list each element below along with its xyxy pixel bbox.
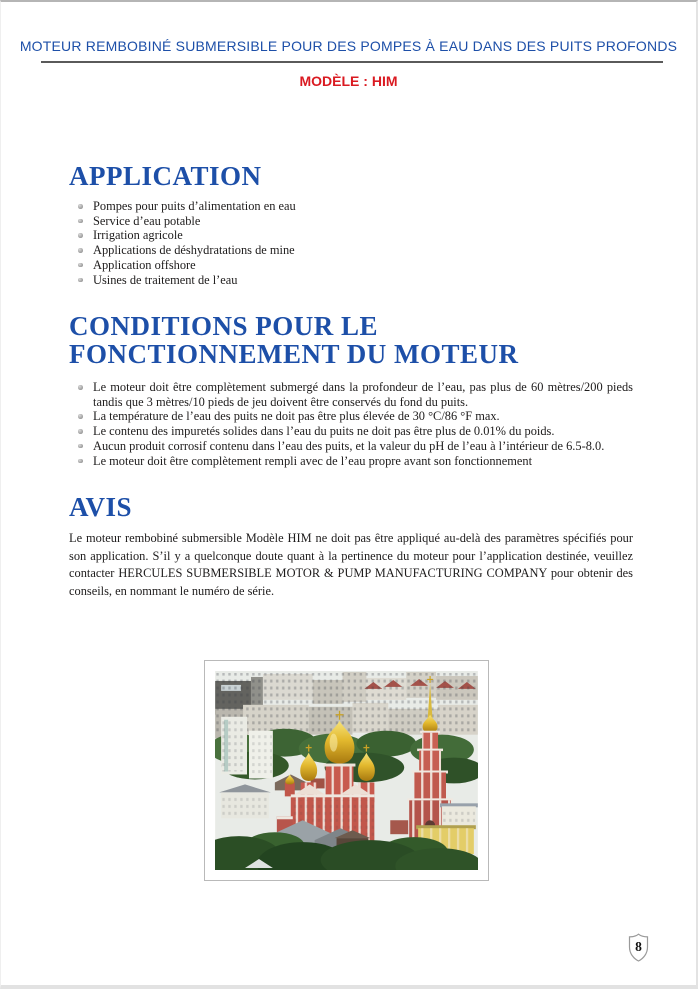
- list-item: Pompes pour puits d’alimentation en eau: [69, 199, 633, 214]
- document-header-title: MOTEUR REMBOBINÉ SUBMERSIBLE POUR DES POMPES À EAU DANS DES PUITS PROFONDS: [19, 38, 678, 54]
- list-item: Le moteur doit être complètement rempli avec de l’eau propre avant son fonctionnement: [69, 454, 633, 469]
- model-label: MODÈLE : HIM: [299, 73, 398, 89]
- list-item: Application offshore: [69, 258, 633, 273]
- list-item: Applications de déshydratations de mine: [69, 243, 633, 258]
- list-item: Irrigation agricole: [69, 228, 633, 243]
- list-item: Le moteur doit être complètement submergé dans la profondeur de l’eau, pas plus de 60 mètres/200 pieds tandis que 3 mètres/10 pieds de jeu doivent être conservés du fond du puits.: [69, 380, 633, 409]
- conditions-list: [69, 380, 633, 468]
- header-divider: [41, 61, 663, 63]
- application-heading: APPLICATION: [69, 161, 262, 191]
- avis-paragraph: Le moteur rembobiné submersible Modèle HIM ne doit pas être appliqué au-delà des paramètres spécifiés pour son application. S’il y a quelconque doute quant à la pertinence du moteur pour l’application destinée, veuillez contacter HERCULES SUBMERSIBLE MOTOR & PUMP MANUFACTURING COMPANY pour obtenir des conseils, en nommant le numéro de série.: [69, 531, 633, 598]
- list-item: La température de l’eau des puits ne doit pas être plus élevée de 30 °C/86 °F max.: [69, 409, 633, 424]
- list-item: Service d’eau potable: [69, 214, 633, 229]
- application-list: [69, 199, 633, 287]
- conditions-heading: CONDITIONS POUR LE FONCTIONNEMENT DU MOTEUR: [69, 311, 519, 369]
- list-item: Le contenu des impuretés solides dans l’eau du puits ne doit pas être plus de 0.01% du poids.: [69, 424, 633, 439]
- city-buildings: [215, 672, 478, 739]
- church-photo-frame: [204, 660, 489, 881]
- list-item: Aucun produit corrosif contenu dans l’eau des puits, et la valeur du pH de l’eau à l’intérieur de 6.5-8.0.: [69, 439, 633, 454]
- page-number: 8: [635, 939, 642, 954]
- church-cityscape-photo: [215, 671, 478, 870]
- page-number-shield: [628, 933, 649, 962]
- avis-heading: AVIS: [69, 492, 133, 522]
- list-item: Usines de traitement de l’eau: [69, 273, 633, 288]
